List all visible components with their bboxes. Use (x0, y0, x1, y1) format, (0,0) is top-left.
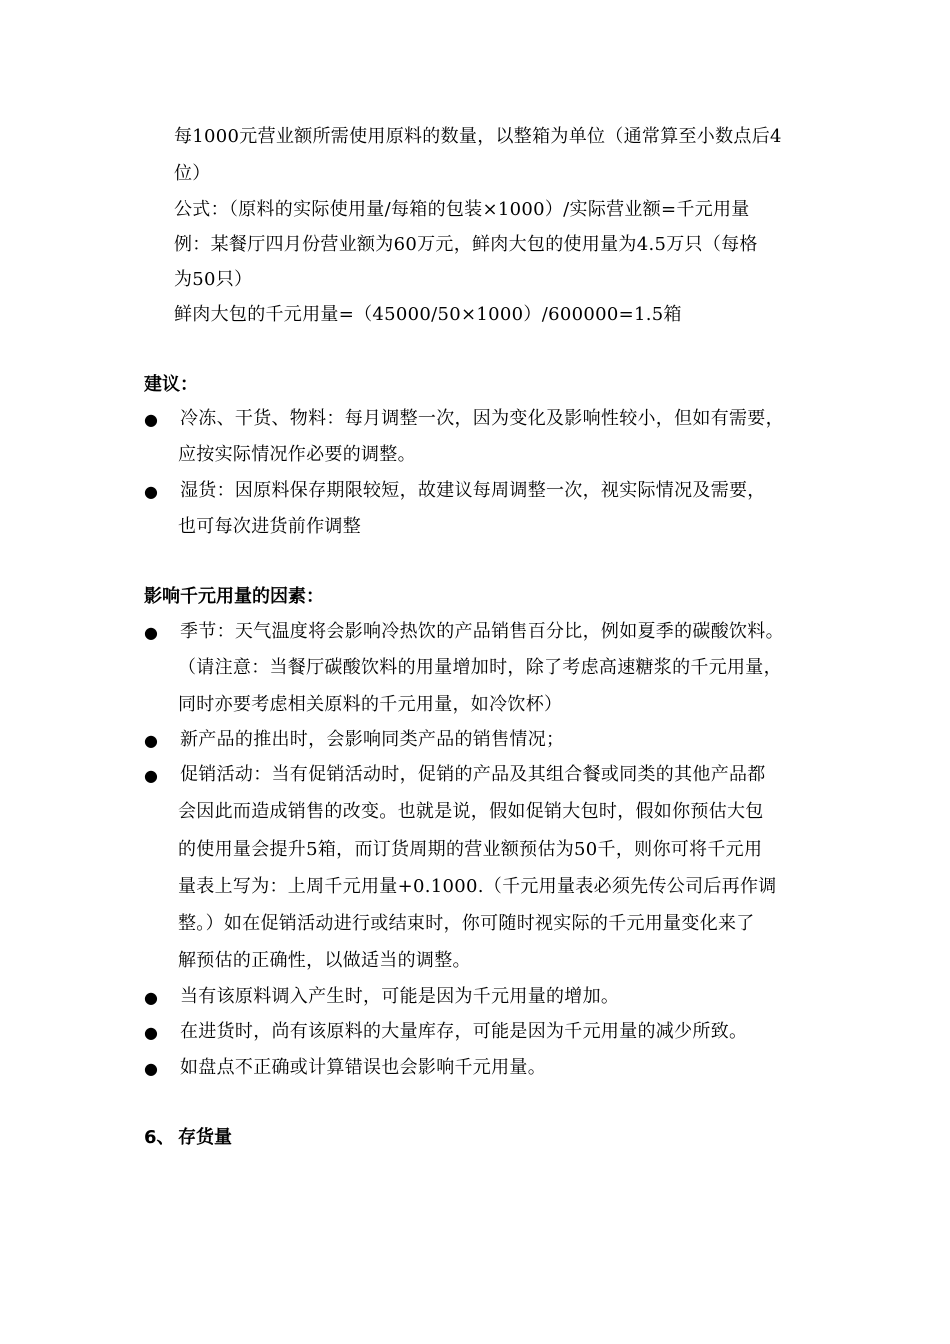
calculation-line: 鲜肉大包的千元用量=（45000/50×1000）/600000=1.5箱 (174, 304, 682, 325)
formula-line: 公式：（原料的实际使用量/每箱的包装×1000）/实际营业额=千元用量 (174, 199, 750, 220)
factor-3-line-6: 解预估的正确性，以做适当的调整。 (178, 950, 471, 971)
factor-1-line-2: （请注意：当餐厅碳酸饮料的用量增加时，除了考虑高速糖浆的千元用量， (178, 657, 782, 678)
factor-6-line-1: 如盘点不正确或计算错误也会影响千元用量。 (180, 1057, 546, 1078)
bullet-icon: ● (144, 410, 158, 429)
factor-1-line-1: 季节：天气温度将会影响冷热饮的产品销售百分比，例如夏季的碳酸饮料。 (180, 621, 784, 642)
bullet-icon: ● (144, 731, 158, 750)
bullet-icon: ● (144, 988, 158, 1007)
example-line-1: 例：某餐厅四月份营业额为60万元，鲜肉大包的使用量为4.5万只（每格 (174, 234, 758, 255)
suggestion-1-line-1: 冷冻、干货、物料：每月调整一次，因为变化及影响性较小，但如有需要， (180, 408, 784, 429)
bullet-icon: ● (144, 766, 158, 785)
intro-line-1: 每1000元营业额所需使用原料的数量，以整箱为单位（通常算至小数点后4 (174, 126, 782, 147)
bullet-icon: ● (144, 1059, 158, 1078)
suggestions-heading: 建议： (144, 374, 198, 395)
example-line-2: 为50只） (174, 269, 253, 290)
bullet-icon: ● (144, 623, 158, 642)
factor-3-line-1: 促销活动：当有促销活动时，促销的产品及其组合餐或同类的其他产品都 (180, 764, 766, 785)
suggestion-2-line-1: 湿货：因原料保存期限较短，故建议每周调整一次，视实际情况及需要， (180, 480, 766, 501)
factor-3-line-4: 量表上写为：上周千元用量+0.1000.（千元用量表必须先传公司后再作调 (178, 876, 777, 897)
factors-heading: 影响千元用量的因素： (144, 586, 324, 607)
section-6-title: 存货量 (178, 1127, 232, 1148)
bullet-icon: ● (144, 1023, 158, 1042)
factor-3-line-5: 整。）如在促销活动进行或结束时，你可随时视实际的千元用量变化来了 (178, 913, 755, 934)
factor-3-line-2: 会因此而造成销售的改变。也就是说，假如促销大包时，假如你预估大包 (178, 801, 764, 822)
section-6-number: 6、 (144, 1127, 175, 1148)
bullet-icon: ● (144, 482, 158, 501)
factor-5-line-1: 在进货时，尚有该原料的大量库存，可能是因为千元用量的减少所致。 (180, 1021, 748, 1042)
factor-3-line-3: 的使用量会提升5箱，而订货周期的营业额预估为50千，则你可将千元用 (178, 839, 763, 860)
factor-1-line-3: 同时亦要考虑相关原料的千元用量，如冷饮杯） (178, 694, 563, 715)
factor-2-line-1: 新产品的推出时，会影响同类产品的销售情况； (180, 729, 565, 750)
suggestion-1-line-2: 应按实际情况作必要的调整。 (178, 444, 416, 465)
intro-line-2: 位） (174, 163, 211, 184)
factor-4-line-1: 当有该原料调入产生时，可能是因为千元用量的增加。 (180, 986, 620, 1007)
suggestion-2-line-2: 也可每次进货前作调整 (178, 516, 361, 537)
